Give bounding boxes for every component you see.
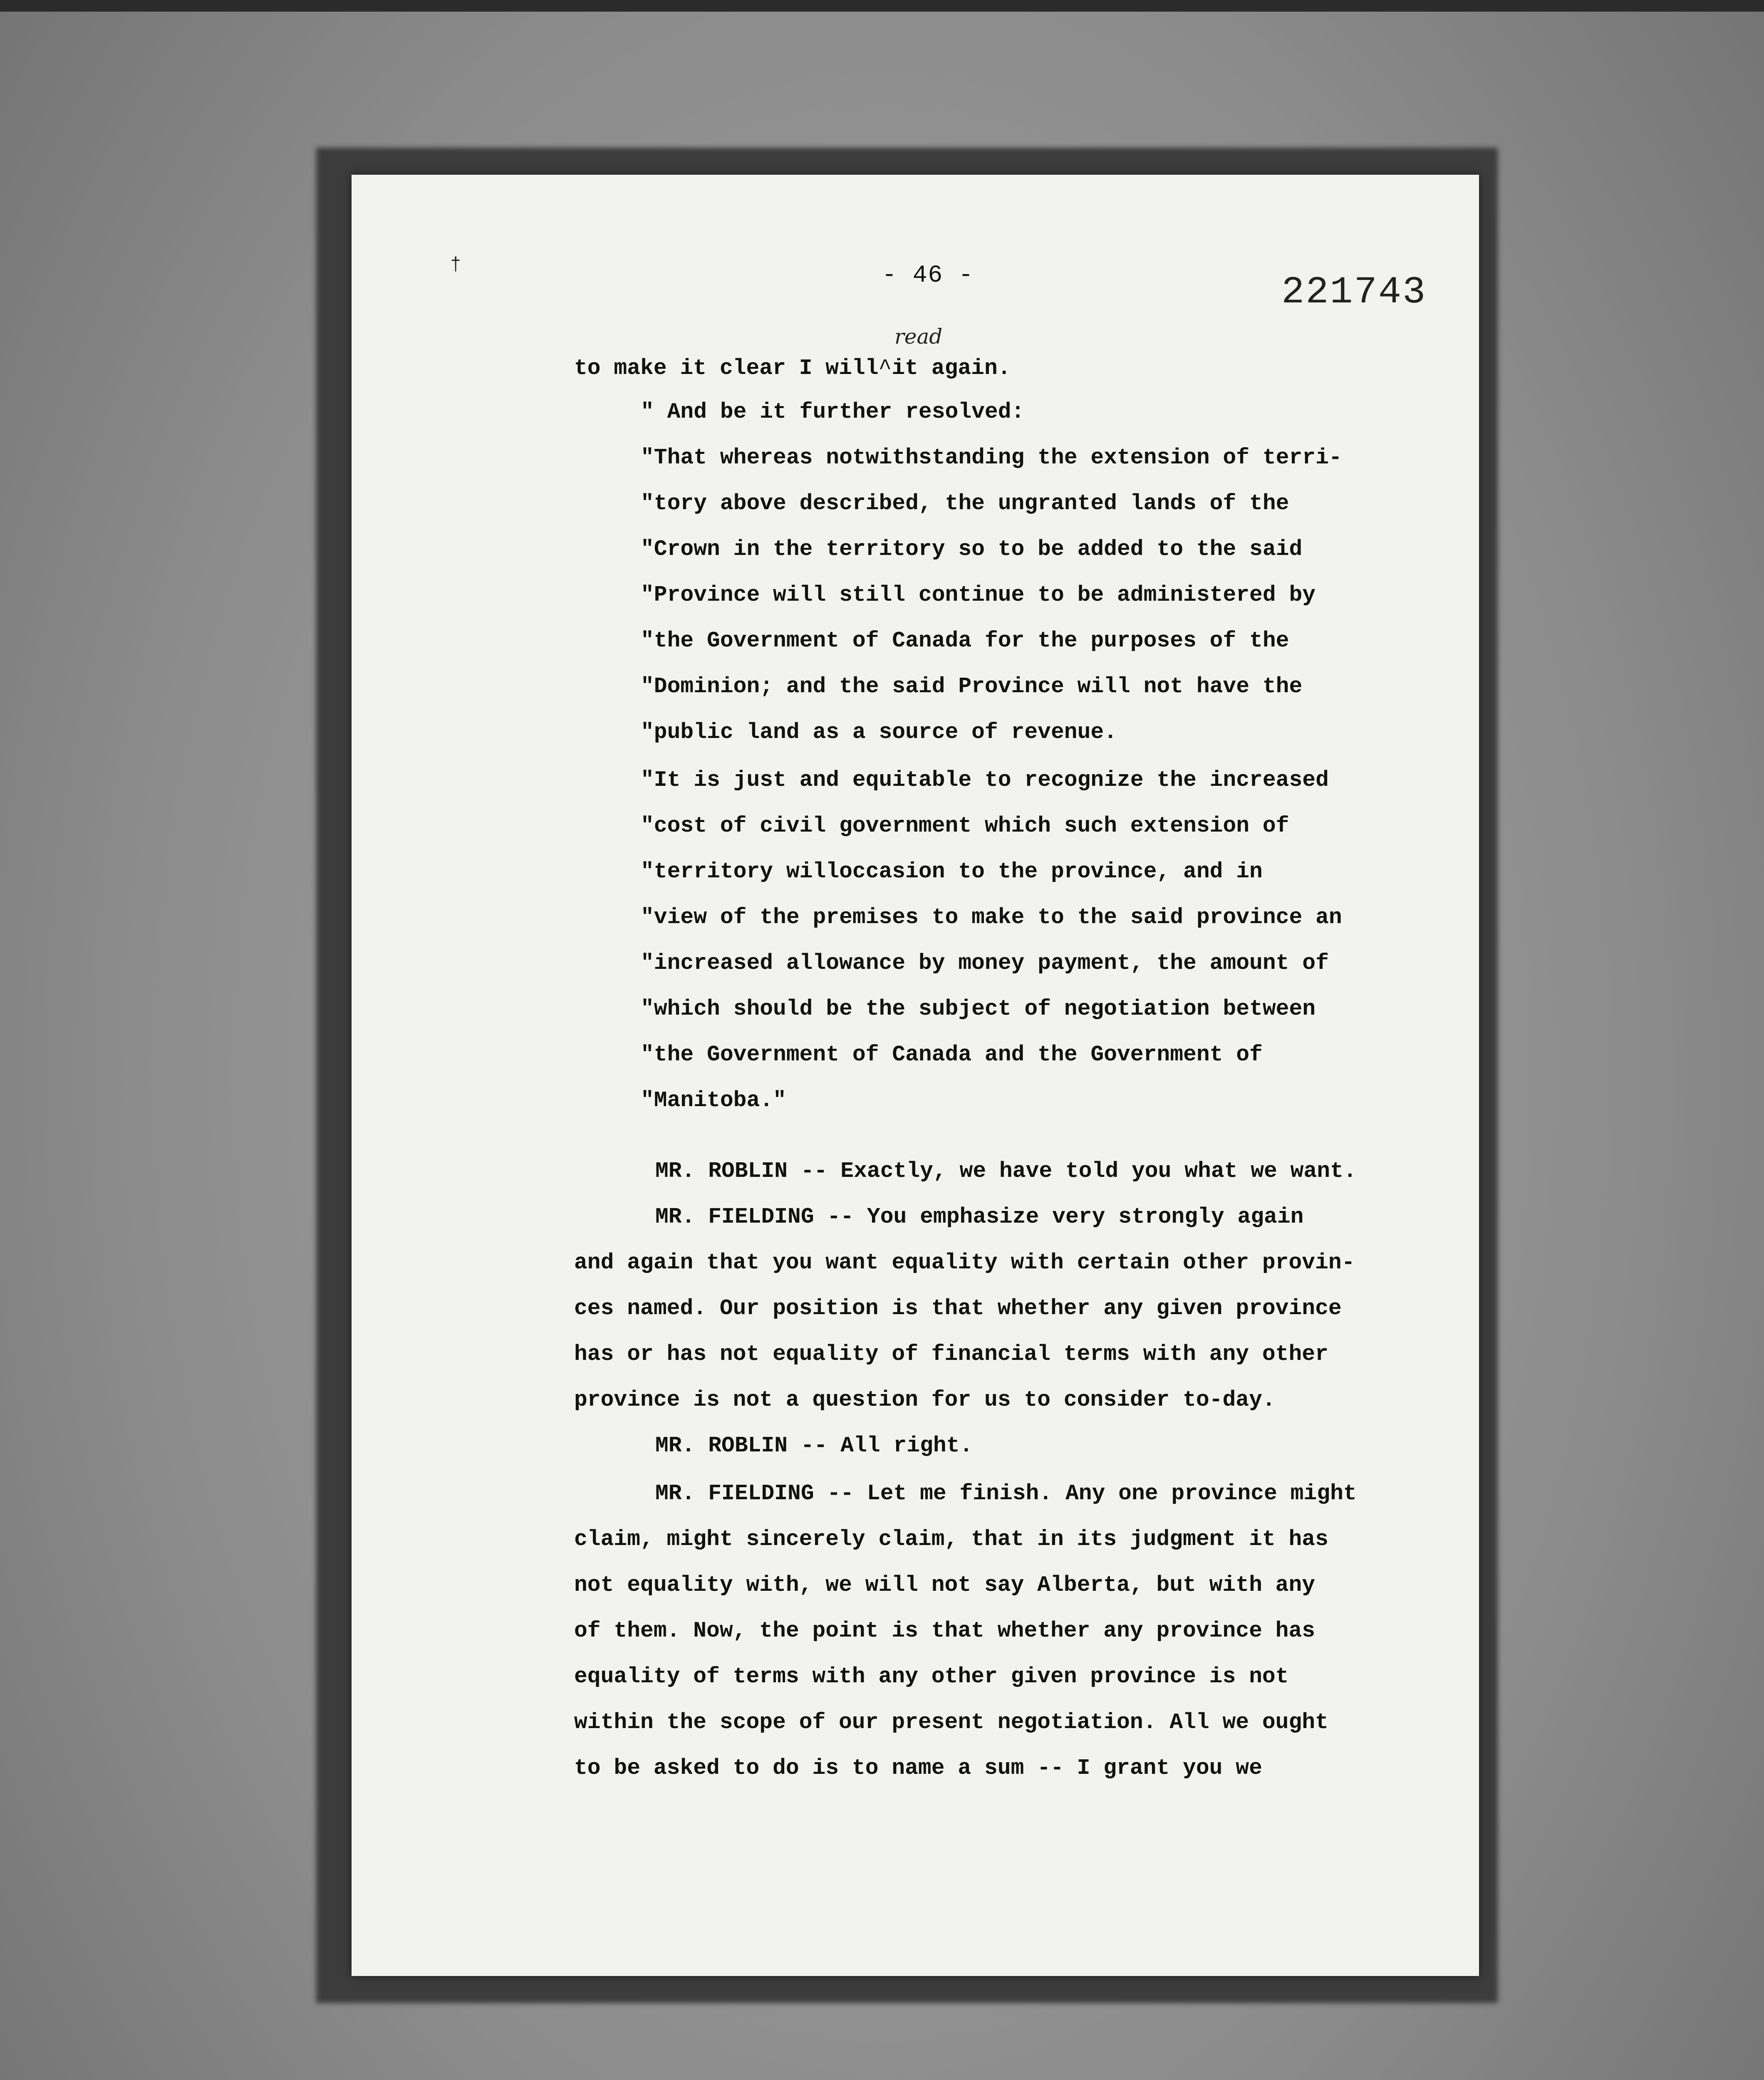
text-line: "view of the premises to make to the said province an xyxy=(641,905,1342,930)
speaker-line: MR. ROBLIN -- All right. xyxy=(655,1433,973,1458)
text-line: "public land as a source of revenue. xyxy=(641,720,1117,745)
text-line: within the scope of our present negotiation. All we ought xyxy=(574,1710,1328,1735)
text-line: "That whereas notwithstanding the extension of terri- xyxy=(641,445,1342,470)
text-line: " And be it further resolved: xyxy=(641,399,1025,424)
insertion-caret: ^ xyxy=(878,356,892,381)
speaker-line: MR. ROBLIN -- Exactly, we have told you what we want. xyxy=(655,1159,1357,1184)
text-segment: to make it clear I will xyxy=(574,356,879,381)
document-id-stamp: 221743 xyxy=(1281,270,1427,314)
page-number: - 46 - xyxy=(882,262,974,289)
text-line: province is not a question for us to consider to-day. xyxy=(574,1387,1276,1412)
text-line: "Crown in the territory so to be added to the said xyxy=(641,537,1303,562)
text-line: "Province will still continue to be administered by xyxy=(641,582,1316,607)
film-edge xyxy=(0,0,1764,12)
text-line: of them. Now, the point is that whether any province has xyxy=(574,1618,1316,1643)
speaker-line: MR. FIELDING -- You emphasize very strongly again xyxy=(655,1204,1304,1229)
text-line: equality of terms with any other given province is not xyxy=(574,1664,1289,1689)
text-line: ces named. Our position is that whether any given province xyxy=(574,1296,1342,1321)
text-line: "Manitoba." xyxy=(641,1088,786,1113)
margin-mark: † xyxy=(450,255,461,275)
text-line: to be asked to do is to name a sum -- I grant you we xyxy=(574,1756,1262,1780)
text-line: claim, might sincerely claim, that in its judgment it has xyxy=(574,1527,1328,1552)
text-line: "the Government of Canada for the purposes of the xyxy=(641,628,1289,653)
text-line: "Dominion; and the said Province will not have the xyxy=(641,674,1303,699)
text-line: "cost of civil government which such extension of xyxy=(641,813,1289,838)
speaker-line: MR. FIELDING -- Let me finish. Any one province might xyxy=(655,1481,1357,1506)
text-line: and again that you want equality with certain other provin- xyxy=(574,1250,1355,1275)
text-line: not equality with, we will not say Alberta, but with any xyxy=(574,1572,1316,1597)
text-line xyxy=(574,356,1011,381)
text-line: "It is just and equitable to recognize the increased xyxy=(641,768,1329,792)
text-line: "increased allowance by money payment, the amount of xyxy=(641,951,1329,976)
handwritten-insertion: read xyxy=(894,324,943,349)
text-segment: it again. xyxy=(892,356,1011,381)
text-line: "which should be the subject of negotiation between xyxy=(641,996,1316,1021)
text-line: has or has not equality of financial terms with any other xyxy=(574,1342,1328,1367)
text-line: "territory willoccasion to the province, and in xyxy=(641,859,1263,884)
text-line: "tory above described, the ungranted lands of the xyxy=(641,491,1289,516)
text-line: "the Government of Canada and the Government of xyxy=(641,1042,1263,1067)
